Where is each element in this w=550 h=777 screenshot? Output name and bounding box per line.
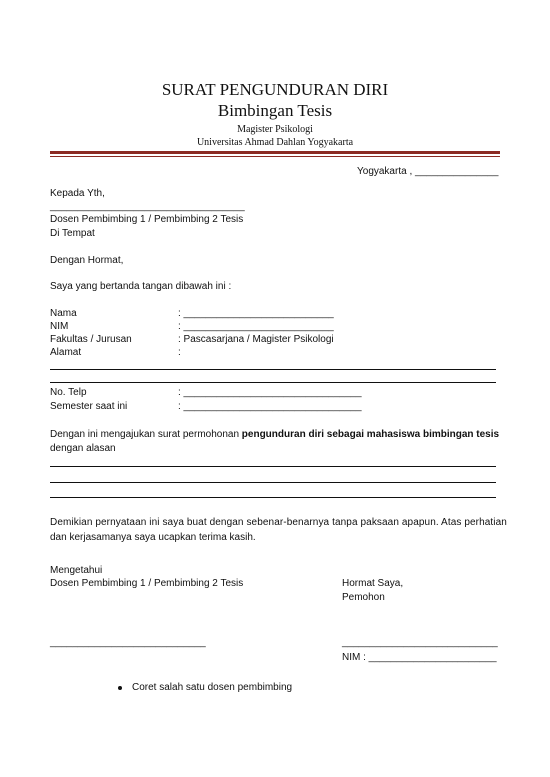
intro-text: Saya yang bertanda tangan dibawah ini : (50, 281, 232, 292)
request-line-2: dengan alasan (50, 443, 116, 454)
right-signature-line: ____________________________ (342, 637, 498, 648)
program-name: Magister Psikologi (237, 124, 313, 135)
closing-line-2: dan kerjasamanya saya ucapkan terima kasih. (50, 532, 256, 543)
footnote: Coret salah satu dosen pembimbing (132, 682, 293, 693)
salutation: Dengan Hormat, (50, 255, 124, 266)
place-date: Yogyakarta , _______________ (357, 166, 499, 177)
recipient-title: Dosen Pembimbing 1 / Pembimbing 2 Tesis (50, 214, 244, 225)
bullet-icon (118, 686, 122, 690)
left-signature-line: ____________________________ (50, 637, 206, 648)
recipient-greeting: Kepada Yth, (50, 188, 105, 199)
request-line-1 (50, 429, 499, 441)
recipient-location: Di Tempat (50, 228, 95, 239)
request-bold: pengunduran diri sebagai mahasiswa bimbingan tesis (241, 429, 500, 440)
field-label-alamat: Alamat (50, 347, 82, 358)
right-signer-role: Pemohon (342, 592, 385, 603)
field-label-nama: Nama (50, 308, 77, 319)
header-divider-thin (50, 156, 500, 157)
field-label-fakultas: Fakultas / Jurusan (50, 334, 132, 345)
field-label-telp: No. Telp (50, 387, 87, 398)
field-value-nim: : ___________________________ (178, 321, 334, 332)
acknowledged-label: Mengetahui (50, 565, 103, 576)
request-prefix: Dengan ini mengajukan surat permohonan (50, 429, 242, 440)
field-value-fakultas: : Pascasarjana / Magister Psikologi (178, 334, 334, 345)
field-value-telp: : ________________________________ (178, 387, 362, 398)
reason-line-1 (50, 466, 496, 467)
field-value-alamat: : (178, 347, 181, 358)
closing-line-1: Demikian pernyataan ini saya buat dengan sebenar-benarnya tanpa paksaan apapun. Atas perhatian (50, 517, 507, 528)
right-signer-title: Hormat Saya, (342, 578, 404, 589)
reason-line-3 (50, 497, 496, 498)
recipient-name-line: ___________________________________ (50, 201, 245, 212)
reason-line-2 (50, 482, 496, 483)
field-value-semester: : ________________________________ (178, 401, 362, 412)
address-line-1 (50, 369, 496, 370)
letter-subtitle: Bimbingan Tesis (217, 101, 333, 120)
left-signer-title: Dosen Pembimbing 1 / Pembimbing 2 Tesis (50, 578, 244, 589)
address-line-2 (50, 382, 496, 383)
university-name: Universitas Ahmad Dahlan Yogyakarta (196, 137, 354, 148)
field-label-nim: NIM (50, 321, 69, 332)
field-label-semester: Semester saat ini (50, 401, 128, 412)
header-divider-thick (50, 151, 500, 154)
nim-signature-line: NIM : _______________________ (342, 652, 497, 663)
letter-title: SURAT PENGUNDURAN DIRI (161, 80, 389, 99)
field-value-nama: : ___________________________ (178, 308, 334, 319)
